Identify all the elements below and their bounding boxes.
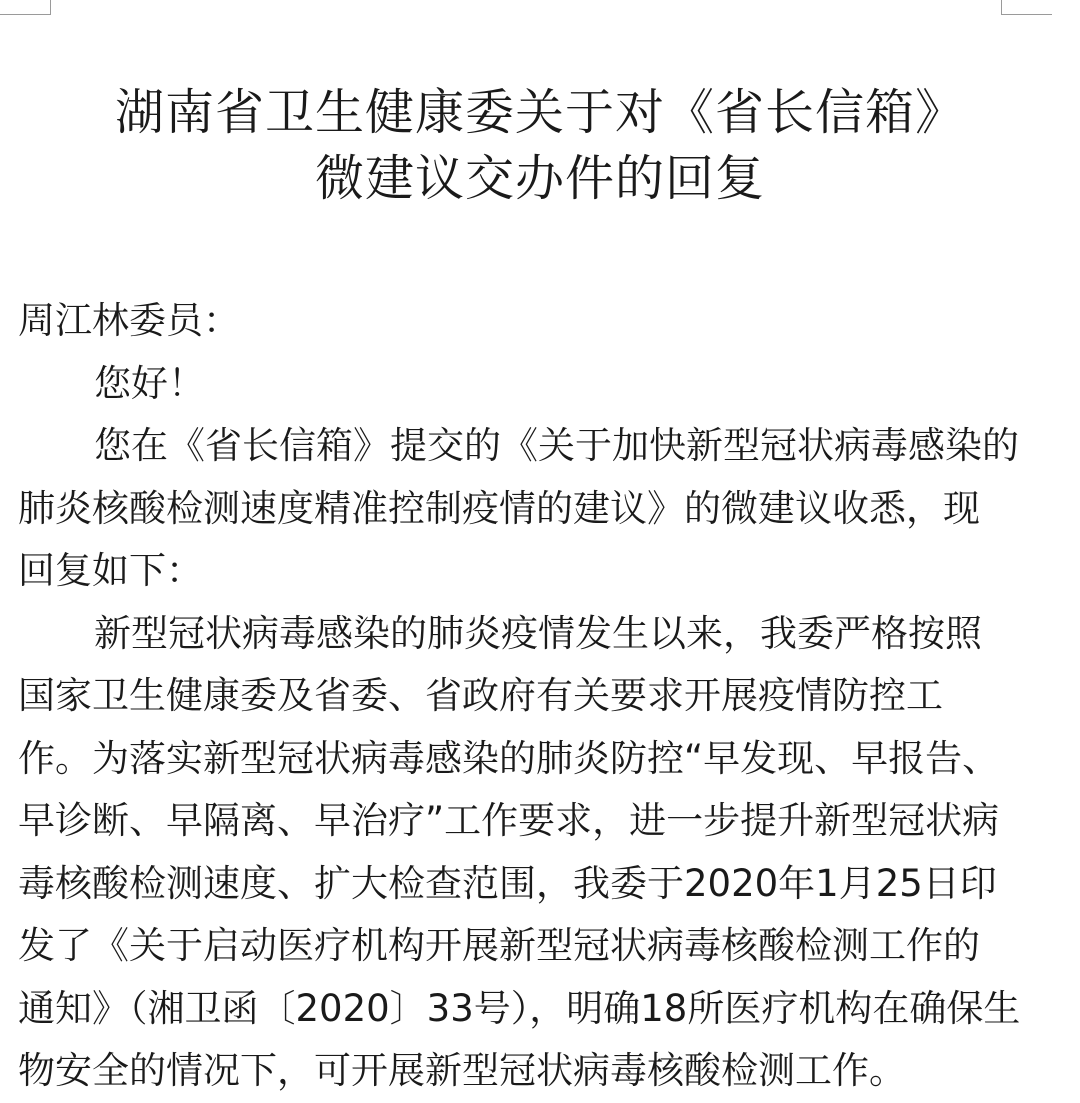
document-body: [18, 290, 1048, 1103]
body-line: 国家卫生健康委及省委、省政府有关要求开展疫情防控工: [18, 674, 943, 717]
salutation: 周江林委员：: [18, 299, 240, 342]
greeting: 您好！: [94, 361, 205, 405]
page-corner-mark-top-right: [1001, 0, 1052, 15]
body-line: 毒核酸检测速度、扩大检查范围，我委于2020年1月25日印: [18, 861, 997, 905]
title-line-1: 湖南省卫生健康委关于对《省长信箱》: [114, 84, 965, 141]
body-line: 发了《关于启动医疗机构开展新型冠状病毒核酸检测工作的: [18, 924, 980, 967]
body-line: 新型冠状病毒感染的肺炎疫情发生以来，我委严格按照: [94, 611, 982, 655]
document-title: [0, 80, 1080, 212]
page-corner-mark-top-left: [0, 0, 51, 15]
body-line: 肺炎核酸检测速度精准控制疫情的建议》的微建议收悉，现: [18, 486, 980, 530]
body-line: 物安全的情况下，可开展新型冠状病毒核酸检测工作。: [18, 1049, 906, 1092]
body-line: 早诊断、早隔离、早治疗”工作要求，进一步提升新型冠状病: [18, 799, 1000, 842]
body-line: 您在《省长信箱》提交的《关于加快新型冠状病毒感染的: [94, 424, 1019, 467]
body-line: 通知》（湘卫函〔2020〕33号），明确18所医疗机构在确保生: [18, 986, 1021, 1030]
body-line: 回复如下：: [18, 549, 203, 592]
body-line: 作。为落实新型冠状病毒感染的肺炎防控“早发现、早报告、: [18, 736, 1000, 780]
title-line-2: 微建议交办件的回复: [314, 150, 765, 207]
